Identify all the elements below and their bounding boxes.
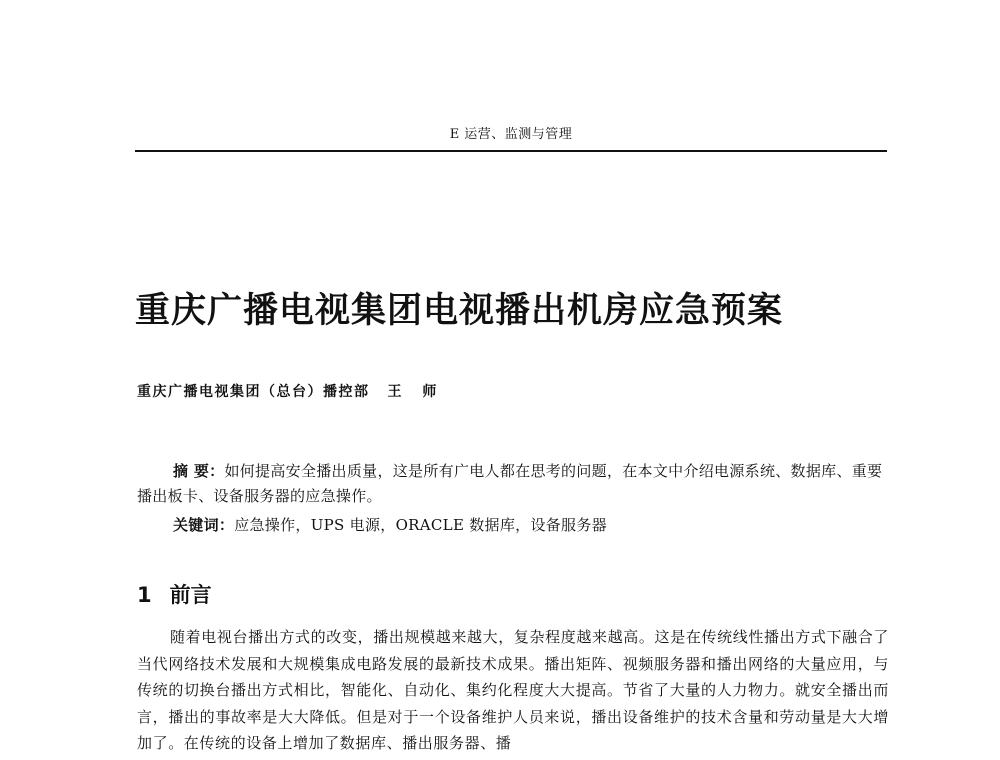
abstract-label: 摘 要： <box>173 462 225 480</box>
body-paragraph: 随着电视台播出方式的改变，播出规模越来越大，复杂程度越来越高。这是在传统线性播出方式下融合了当代网络技术发展和大规模集成电路发展的最新技术成果。播出矩阵、视频服务器和播出网络的大量应用，与传统的切换台播出方式相比，智能化、自动化、集约化程度大大提高。节省了大量的人力物力。就安全播出而言，播出的事故率是大大降低。但是对于一个设备维护人员来说，播出设备维护的技术含量和劳动量是大大增加了。在传统的设备上增加了数据库、播出服务器、播 <box>137 628 889 752</box>
abstract-paragraph <box>137 459 887 509</box>
author-name: 王 师 <box>387 384 445 400</box>
section-heading <box>137 580 212 610</box>
section-number: 1 <box>137 583 152 607</box>
section-title: 前言 <box>169 583 212 607</box>
abstract-text: 如何提高安全播出质量，这是所有广电人都在思考的问题，在本文中介绍电源系统、数据库、重要播出板卡、设备服务器的应急操作。 <box>137 462 883 505</box>
author-line <box>137 381 837 403</box>
keywords-text: 应急操作，UPS 电源，ORACLE 数据库，设备服务器 <box>234 516 607 534</box>
keywords <box>137 513 887 538</box>
abstract <box>137 459 887 509</box>
section-body <box>137 624 889 760</box>
running-header: E 运营、监测与管理 <box>135 120 887 152</box>
author-affiliation: 重庆广播电视集团（总台）播控部 <box>137 384 370 400</box>
keywords-label: 关键词： <box>173 516 235 534</box>
article-title: 重庆广播电视集团电视播出机房应急预案 <box>135 291 784 331</box>
